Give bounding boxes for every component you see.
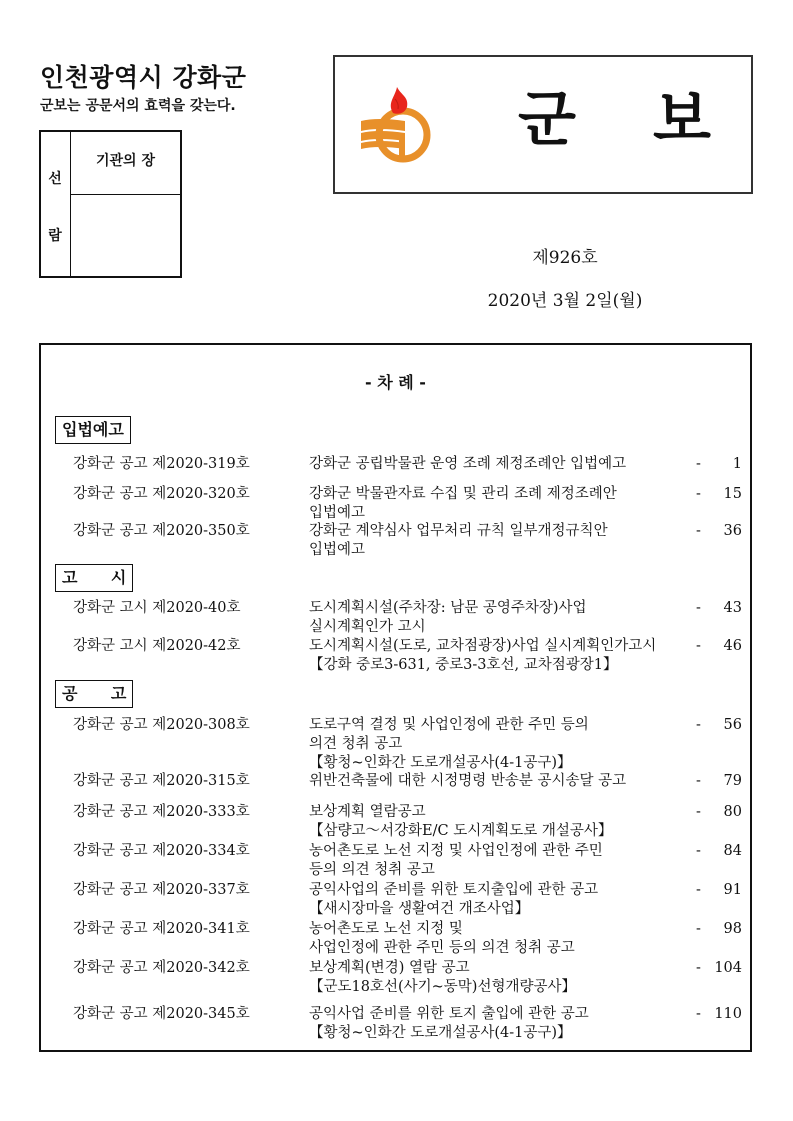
doc-title: 강화군 박물관자료 수집 및 관리 조례 제정조례안 입법예고 bbox=[309, 486, 617, 521]
review-label-top: 선 bbox=[48, 171, 62, 187]
page-number: 91 bbox=[723, 882, 742, 898]
review-box bbox=[39, 130, 182, 278]
review-label-column bbox=[41, 132, 71, 276]
page-number: 84 bbox=[723, 843, 742, 859]
doc-number: 강화군 공고 제2020-315호 bbox=[73, 773, 250, 789]
doc-number: 강화군 공고 제2020-320호 bbox=[73, 486, 250, 502]
page-number: 98 bbox=[723, 921, 742, 937]
doc-number: 강화군 고시 제2020-42호 bbox=[73, 638, 241, 654]
doc-title: 보상계획(변경) 열람 공고 【군도18호선(사기~동막)선형개량공사】 bbox=[309, 960, 577, 995]
doc-title: 공익사업 준비를 위한 토지 출입에 관한 공고 【황청~인화간 도로개설공사(4-1공구)】 bbox=[309, 1006, 589, 1041]
page-number: 46 bbox=[723, 638, 742, 654]
page-number: 110 bbox=[714, 1006, 742, 1022]
section-public-notice: 고 시 bbox=[55, 564, 133, 592]
doc-number: 강화군 공고 제2020-319호 bbox=[73, 456, 250, 472]
doc-number: 강화군 공고 제2020-334호 bbox=[73, 843, 250, 859]
title-gun: 군 bbox=[518, 85, 576, 155]
doc-title: 강화군 계약심사 업무처리 규칙 일부개정규칙안 입법예고 bbox=[309, 523, 608, 558]
org-name: 인천광역시 강화군 bbox=[40, 63, 247, 92]
table-of-contents: - 차 례 - 입법예고 강화군 공고 제2020-319호 강화군 공립박물관 운영 조례 제정조례안 입법예고 - 1 강화군 공고 제2020-320호 강화군 박물관자료 수집 및 관리 조례 제정조례안 입법예고 - 15 강화군 공고 제2020-350호 강화군 계약심사 업무처리 규칙 일부개정규칙안 입법예고 - 36 고 시 강화군 고시 제2020-40호 도시계획시설(주차장: 남문 공영주차장)사업 실시계획인가 고시 - 43 강화군 고시 제2020-42호 도시계획시설(도로, 교차점광장)사업 실시계획인가고시 【강화 중로3-631, 중로3-3호선, 교차점광장1】 - 46 공 고 강화군 공고 제2020-308호 도로구역 결정 및 사업인정에 관한 주민 등의 의견 청취 공고 【황청~인화간 도로개설공사(4-1공구)】 - 56 강화군 공고 제2020-315호 위반건축물에 대한 시정명령 반송분 공시송달 공고 - 79 강화군 공고 제2020-333호 보상계획 열람공고 【삼량고～서강화E/C 도시계획도로 개설공사】 - 80 강화군 공고 제2020-334호 농어촌도로 노선 지정 및 사업인정에 관한 주민 등의 의견 청취 공고 - 84 강화군 공고 제2020-337호 공익사업의 준비를 위한 토지출입에 관한 공고 【새시장마을 생활여건 개조사업】 - 91 강화군 공고 제2020-341호 농어촌도로 노선 지정 및 사업인정에 관한 주민 등의 의견 청취 공고 - 98 강화군 공고 제2020-342호 보상계획(변경) 열람 공고 【군도18호선(사기~동막)선형개량공사】 - 104 강화군 공고 제2020-345호 공익사업 준비를 위한 토지 출입에 관한 공고 【황청~인화간 도로개설공사(4-1공구)】 - 110 bbox=[39, 343, 752, 1052]
page-number: 80 bbox=[723, 804, 742, 820]
page-number: 43 bbox=[723, 600, 742, 616]
title-bo: 보 bbox=[653, 85, 711, 155]
page-number: 104 bbox=[714, 960, 742, 976]
doc-number: 강화군 고시 제2020-40호 bbox=[73, 600, 241, 616]
doc-title: 위반건축물에 대한 시정명령 반송분 공시송달 공고 bbox=[309, 773, 627, 789]
page-number: 56 bbox=[723, 717, 742, 733]
doc-title: 보상계획 열람공고 【삼량고～서강화E/C 도시계획도로 개설공사】 bbox=[309, 804, 613, 839]
masthead bbox=[333, 55, 753, 194]
doc-number: 강화군 공고 제2020-337호 bbox=[73, 882, 250, 898]
doc-number: 강화군 공고 제2020-341호 bbox=[73, 921, 250, 937]
toc-title: - 차 례 - bbox=[365, 373, 426, 392]
motto: 군보는 공문서의 효력을 갖는다. bbox=[40, 98, 236, 114]
doc-title: 농어촌도로 노선 지정 및 사업인정에 관한 주민 등의 의견 청취 공고 bbox=[309, 921, 575, 956]
doc-number: 강화군 공고 제2020-345호 bbox=[73, 1006, 250, 1022]
issue-number: 제926호 bbox=[532, 248, 598, 268]
doc-title: 도시계획시설(도로, 교차점광장)사업 실시계획인가고시 【강화 중로3-631, 중로3-3호선, 교차점광장1】 bbox=[309, 638, 657, 673]
doc-title: 도로구역 결정 및 사업인정에 관한 주민 등의 의견 청취 공고 【황청~인화간 도로개설공사(4-1공구)】 bbox=[309, 717, 589, 771]
ganghwa-emblem-icon bbox=[357, 83, 439, 165]
review-label-bottom: 람 bbox=[48, 228, 62, 244]
page-number: 1 bbox=[732, 456, 742, 472]
doc-number: 강화군 공고 제2020-350호 bbox=[73, 523, 250, 539]
doc-title: 농어촌도로 노선 지정 및 사업인정에 관한 주민 등의 의견 청취 공고 bbox=[309, 843, 603, 878]
head-of-agency-cell bbox=[71, 132, 180, 195]
doc-number: 강화군 공고 제2020-333호 bbox=[73, 804, 250, 820]
page-number: 15 bbox=[723, 486, 742, 502]
page-number: 36 bbox=[723, 523, 742, 539]
doc-number: 강화군 공고 제2020-342호 bbox=[73, 960, 250, 976]
head-of-agency-label: 기관의 장 bbox=[96, 153, 155, 169]
page-number: 79 bbox=[723, 773, 742, 789]
doc-number: 강화군 공고 제2020-308호 bbox=[73, 717, 250, 733]
doc-title: 도시계획시설(주차장: 남문 공영주차장)사업 실시계획인가 고시 bbox=[309, 600, 587, 635]
section-announcement: 공 고 bbox=[55, 680, 133, 708]
doc-title: 강화군 공립박물관 운영 조례 제정조례안 입법예고 bbox=[309, 456, 627, 472]
doc-title: 공익사업의 준비를 위한 토지출입에 관한 공고 【새시장마을 생활여건 개조사업】 bbox=[309, 882, 599, 917]
issue-date: 2020년 3월 2일(월) bbox=[487, 291, 643, 311]
section-legislative-notice: 입법예고 bbox=[55, 416, 131, 444]
